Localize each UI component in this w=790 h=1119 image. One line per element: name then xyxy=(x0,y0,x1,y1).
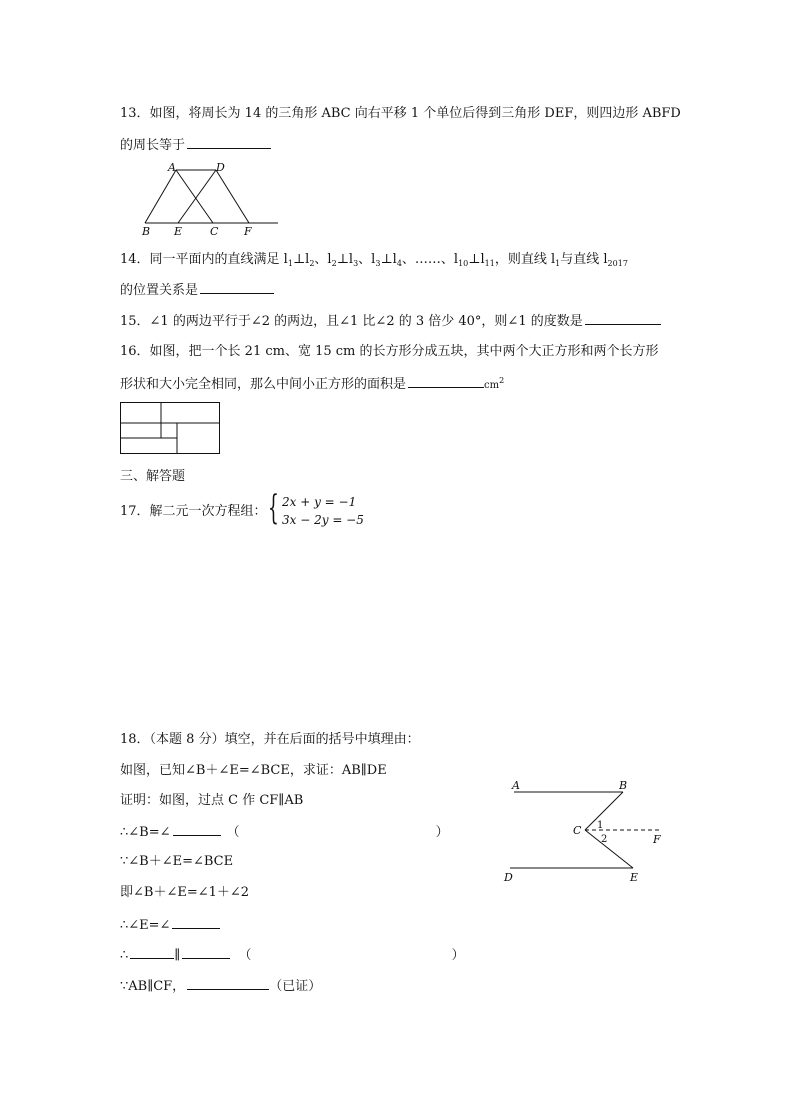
q14-text: 、l xyxy=(314,252,332,267)
q18-segment-bc xyxy=(585,792,623,830)
q16-answer-blank[interactable] xyxy=(408,374,484,388)
q13-label-f: F xyxy=(244,225,252,238)
q14-line1 xyxy=(120,251,628,273)
q14-sub: 4 xyxy=(396,259,402,268)
q18-label-d: D xyxy=(504,871,513,884)
q16-figure xyxy=(120,402,221,456)
q14-text: ⊥l xyxy=(336,252,354,267)
q18-angle-label-1: 1 xyxy=(597,820,604,831)
q13-segment-df xyxy=(216,170,249,223)
q16-line2-text: 形状和大小完全相同，那么中间小正方形的面积是 xyxy=(120,377,407,392)
q14-line2 xyxy=(120,280,274,300)
q18-angle-label-2: 2 xyxy=(601,834,608,845)
q17-brace: { xyxy=(268,488,279,528)
q16-line2 xyxy=(120,372,504,395)
q14-sub: 1 xyxy=(555,259,561,268)
q13-segment-ab xyxy=(145,170,176,223)
q18-step6-text: ∵AB∥CF， xyxy=(120,979,186,994)
q13-label-a: A xyxy=(168,161,176,174)
q18-paren-open: （ xyxy=(238,948,252,963)
q18-step4-text: ∴∠E=∠ xyxy=(120,918,171,933)
q18-line1: 18．（本题 8 分）填空，并在后面的括号中填理由： xyxy=(120,732,420,747)
q14-sub: 2 xyxy=(331,259,337,268)
q18-step5-parallel: ∥ xyxy=(174,948,181,963)
q15-text: 15．∠1 的两边平行于∠2 的两边，且∠1 比∠2 的 3 倍少 40°，则∠1 的度数是 xyxy=(120,314,583,329)
q13-line2-text: 的周长等于 xyxy=(120,138,186,153)
q18-step4-blank[interactable] xyxy=(172,915,220,929)
q18-step2: ∵∠B＋∠E=∠BCE xyxy=(120,854,234,869)
q18-paren-open: （ xyxy=(226,825,240,840)
q18-step3: 即∠B＋∠E=∠1＋∠2 xyxy=(120,885,250,900)
q14-sub: 2017 xyxy=(607,259,628,268)
q14-sub: 3 xyxy=(353,259,359,268)
q13-label-e: E xyxy=(174,225,183,238)
q14-text: 14．同一平面内的直线满足 l xyxy=(120,252,288,267)
q17-text: 17．解二元一次方程组： xyxy=(120,504,267,519)
q18-label-f: F xyxy=(653,833,661,846)
q14-sub: 2 xyxy=(309,259,315,268)
q14-sub: 10 xyxy=(458,259,469,268)
q18-step5-blank2[interactable] xyxy=(182,945,230,959)
q14-sub: 1 xyxy=(287,259,293,268)
q18-paren-close: ） xyxy=(435,825,449,840)
q18-label-a: A xyxy=(512,779,520,792)
q18-segment-ce xyxy=(585,830,633,868)
q13-label-b: B xyxy=(142,225,151,238)
q18-step6 xyxy=(120,976,321,996)
q18-step6-suffix: （已证） xyxy=(269,979,322,994)
q17-eq1: 2x + y = −1 xyxy=(282,495,357,509)
q14-text: 、l xyxy=(358,252,376,267)
q18-line2: 如图，已知∠B＋∠E=∠BCE，求证：AB∥DE xyxy=(120,763,387,778)
q13-label-d: D xyxy=(216,161,225,174)
q16-unit: cm xyxy=(484,380,500,391)
q18-step5-text: ∴ xyxy=(120,948,129,963)
q13-figure xyxy=(138,160,288,238)
q16-outer-rectangle xyxy=(121,403,220,454)
q18-figure xyxy=(500,775,680,887)
q14-text: ，则直线 l xyxy=(494,252,556,267)
q16-line1: 16．如图，把一个长 21 cm、宽 15 cm 的长方形分成五块，其中两个大正方形和两个长方形 xyxy=(120,344,659,359)
q14-sub: 3 xyxy=(375,259,381,268)
section-title: 三、解答题 xyxy=(120,469,186,484)
q18-label-b: B xyxy=(619,779,628,792)
q13-answer-blank[interactable] xyxy=(187,135,271,149)
q18-step1 xyxy=(120,822,449,842)
q18-label-e: E xyxy=(630,871,639,884)
q13-segment-de xyxy=(178,170,216,223)
q15-answer-blank[interactable] xyxy=(585,311,661,325)
q18-step1-text: ∴∠B=∠ xyxy=(120,825,171,840)
q14-text: ⊥l xyxy=(380,252,397,267)
q16-unit-sup: 2 xyxy=(499,376,505,385)
q18-step1-blank[interactable] xyxy=(173,822,221,836)
q13-line2 xyxy=(120,135,271,155)
q17-equation-system xyxy=(268,488,364,529)
q14-answer-blank[interactable] xyxy=(200,280,274,294)
q13-line1: 13．如图，将周长为 14 的三角形 ABC 向右平移 1 个单位后得到三角形 DEF，则四边形 ABFD xyxy=(120,106,681,121)
q13-segment-ac xyxy=(176,170,213,223)
q18-step5-blank1[interactable] xyxy=(130,945,174,959)
q14-line2-text: 的位置关系是 xyxy=(120,283,199,298)
q17-eq2: 3x − 2y = −5 xyxy=(282,513,364,527)
q18-label-c: C xyxy=(573,824,582,837)
q18-paren-close: ） xyxy=(451,948,465,963)
q15-line xyxy=(120,311,661,331)
q18-step4 xyxy=(120,915,220,935)
q18-line3: 证明：如图，过点 C 作 CF∥AB xyxy=(120,793,304,808)
q13-label-c: C xyxy=(210,225,219,238)
q14-text: ⊥l xyxy=(468,252,485,267)
q18-step6-blank[interactable] xyxy=(187,976,269,990)
q14-sub: 11 xyxy=(484,259,495,268)
q18-step5 xyxy=(120,945,464,965)
q14-text: 与直线 l xyxy=(560,252,608,267)
q14-text: 、……、l xyxy=(401,252,459,267)
q14-text: ⊥l xyxy=(292,252,310,267)
